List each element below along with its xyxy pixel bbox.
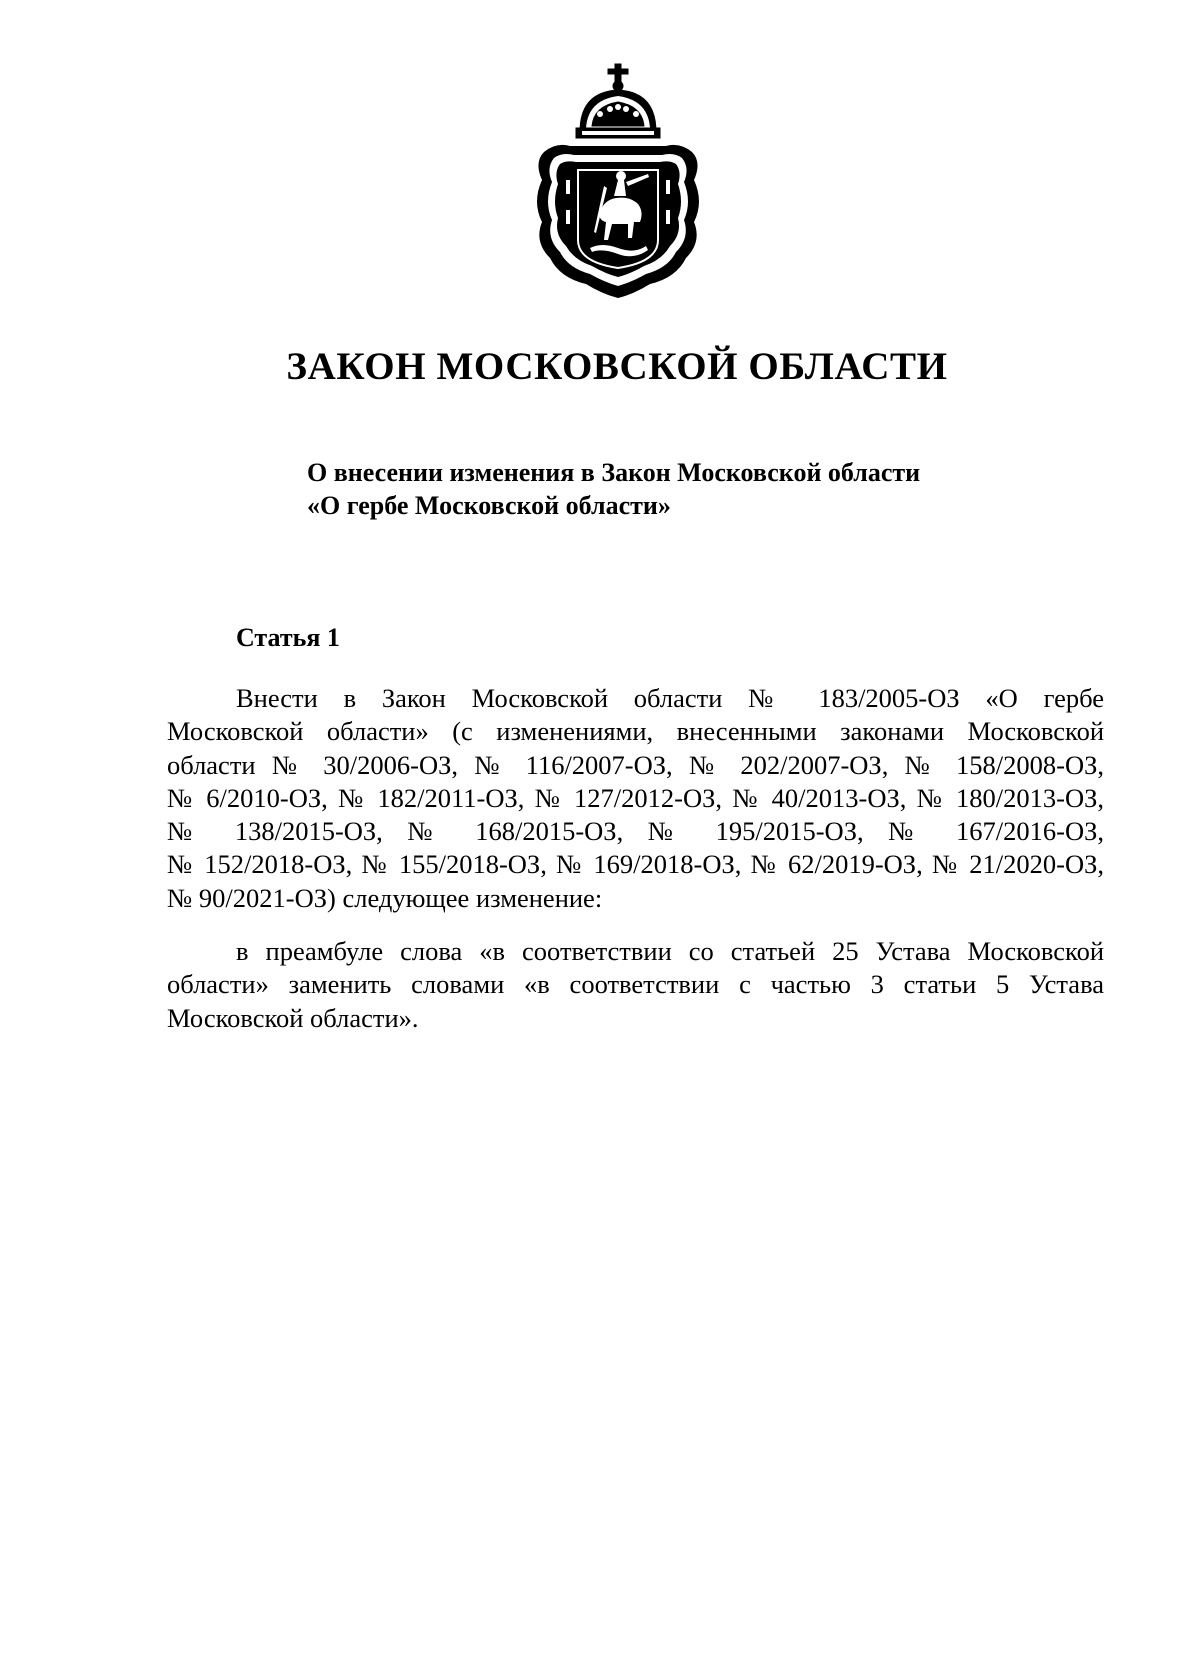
paragraph-line: Внести в Закон Московской области № 183/2005-ОЗ «О гербе [236,683,1104,713]
paragraph-line: № 138/2015-ОЗ, № 168/2015-ОЗ, № 195/2015-ОЗ, № 167/2016-ОЗ, [167,816,1104,847]
article-paragraph-1 [167,682,1104,915]
paragraph-line: № 152/2018-ОЗ, № 155/2018-ОЗ, № 169/2018-ОЗ, № 62/2019-ОЗ, № 21/2020-ОЗ, [167,849,1104,880]
article-paragraph-2 [167,935,1104,1035]
coat-of-arms-icon [530,62,706,302]
subject-line: «О гербе Московской области» [307,491,671,520]
paragraph-line: в преамбуле слова «в соответствии со статьей 25 Устава Московской [236,936,1104,966]
subject-line: О внесении изменения в Закон Московской области [307,458,921,487]
paragraph-line: № 90/2021-ОЗ) следующее изменение: [167,882,603,913]
paragraph-line: Московской области» (с изменениями, внесенными законами Московской [167,716,1104,747]
paragraph-line: Московской области». [167,1002,419,1033]
document-title: ЗАКОН МОСКОВСКОЙ ОБЛАСТИ [286,345,948,388]
paragraph-line: № 6/2010-ОЗ, № 182/2011-ОЗ, № 127/2012-ОЗ, № 40/2013-ОЗ, № 180/2013-ОЗ, [167,782,1104,813]
article-heading: Статья 1 [236,623,340,652]
document-subject [307,456,1067,522]
paragraph-line: области № 30/2006-ОЗ, № 116/2007-ОЗ, № 202/2007-ОЗ, № 158/2008-ОЗ, [167,749,1104,780]
paragraph-line: области» заменить словами «в соответствии с частью 3 статьи 5 Устава [167,969,1104,1000]
